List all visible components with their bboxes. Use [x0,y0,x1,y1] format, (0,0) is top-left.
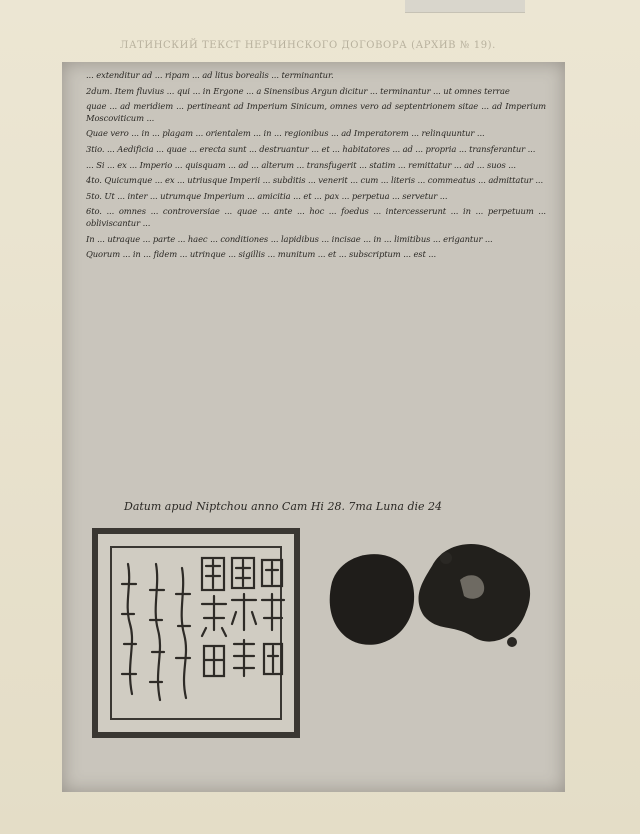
page-tab [405,0,525,13]
wax-seal-blots [312,532,552,672]
text-line-7: 4to. Quicumque ... ex ... utriusque Imperii ... subditis ... venerit ... cum ... literis ... commeatus ... admittatur ... [86,175,544,186]
text-line-1: ... extenditur ad ... ripam ... ad litus borealis ... terminantur. [86,70,334,80]
seal-script-glyphs [98,534,294,732]
text-line-11: Quorum ... in ... fidem ... utrinque ... sigillis ... munitum ... et ... subscriptum ... est ... [86,249,437,260]
square-seal-stamp [92,528,300,738]
text-line-2: 2dum. Item fluvius ... qui ... in Ergone ... a Sinensibus Argun dicitur ... terminantur ... ut omnes terrae [86,85,510,96]
text-line-5: 3tio. ... Aedificia ... quae ... erecta sunt ... destruantur ... et ... habitatores ... ad ... propria ... transferantur ... [86,143,536,154]
text-line-3: quae ... ad meridiem ... pertineant ad Imperium Sinicum, omnes vero ad septentrionem sitae ... ad Imperium Moscoviticum ... [86,101,546,123]
text-line-8: 5to. Ut ... inter ... utrumque Imperium ... amicitia ... et ... pax ... perpetua ... servetur ... [86,190,448,201]
text-line-9: 6to. ... omnes ... controversiae ... quae ... ante ... hoc ... foedus ... intercesserunt ... in ... perpetuum ... obliviscantur ... [86,206,546,228]
latin-treaty-text [86,70,546,265]
text-line-4: Quae vero ... in ... plagam ... orientalem ... in ... regionibus ... ad Imperatorem ... relinquuntur ... [86,128,485,139]
manuscript-photograph [62,62,565,792]
text-line-6: ... Si ... ex ... Imperio ... quisquam ... ad ... alterum ... transfugerit ... statim ... remittatur ... ad ... suos ... [86,159,516,170]
dated-line: Datum apud Niptchou anno Cam Hi 28. 7ma Luna die 24 [124,500,443,513]
running-head: ЛАТИНСКИЙ ТЕКСТ НЕРЧИНСКОГО ДОГОВОРА (АРХИВ № 19). [120,40,496,51]
text-line-10: In ... utraque ... parte ... haec ... conditiones ... lapidibus ... incisae ... in ... limitibus ... erigantur ... [86,233,493,244]
